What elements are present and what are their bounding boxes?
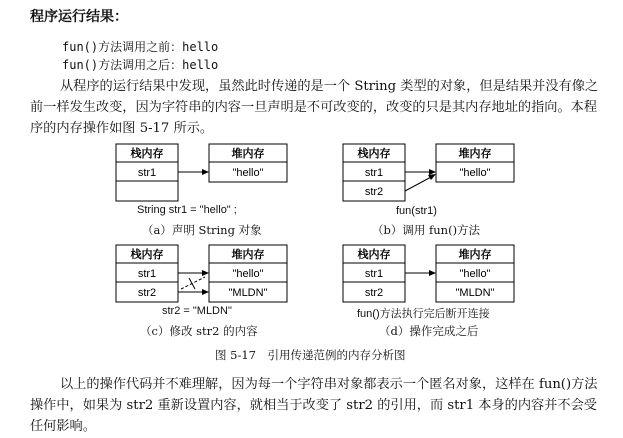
heap-header: 堆内存 (458, 148, 492, 160)
arrow-head (202, 169, 209, 175)
heap-cell: "hello" (232, 167, 264, 179)
heap-cell: "hello" (232, 268, 264, 280)
diagram-c-note: str2 = "MLDN" (162, 305, 232, 317)
stack-cell: str1 (137, 268, 157, 280)
arrow-head (428, 174, 436, 180)
paragraph-intro: 从程序的运行结果中发现，虽然此时传递的是一个 String 类型的对象，但是结果并没有像之前一样发生改变，因为字符串的内容一旦声明是不可改变的，改变的只是其内存地址的指向。本程序的内存操作如图 5-17 所示。 (30, 79, 599, 136)
stack-header: 栈内存 (130, 148, 164, 160)
diagram-d-caption: （d）操作完成之后 (379, 324, 479, 338)
stack-cell: str2 (137, 287, 157, 299)
stack-header: 栈内存 (357, 249, 391, 261)
diagram-b-note: fun(str1) (396, 205, 437, 217)
paragraph-explanation: 以上的操作代码并不难理解，因为每一个字符串对象都表示一个匿名对象，这样在 fun()方法操作中，如果为 str2 重新设置内容，就相当于改变了 str2 的引用，而 str1 本身的内容并不会受任何影响。 (30, 377, 598, 434)
broken-reference (181, 277, 205, 289)
diagram-d-note: fun()方法执行完后断开连接 (357, 308, 490, 320)
stack-cell: str1 (137, 167, 157, 179)
arrow-head (202, 289, 209, 295)
diagram-b (342, 143, 532, 203)
break-mark (189, 278, 195, 289)
heap-header: 堆内存 (458, 249, 492, 261)
stack-header: 栈内存 (130, 249, 164, 261)
heap-cell: "hello" (459, 268, 491, 280)
reference-arrow (405, 176, 433, 191)
output-line-2: fun()方法调用之后：hello (62, 58, 219, 72)
arrow-head (429, 270, 436, 276)
stack-cell: str1 (364, 167, 384, 179)
diagram-c (115, 244, 305, 304)
heap-cell: "MLDN" (455, 287, 495, 299)
stack-cell: str2 (364, 186, 384, 198)
arrow-head (202, 270, 209, 276)
heap-cell: "MLDN" (228, 287, 268, 299)
stack-cell: str1 (364, 268, 384, 280)
output-line-1: fun()方法调用之前：hello (62, 40, 219, 54)
diagram-b-caption: （b）调用 fun()方法 (372, 223, 481, 237)
section-heading: 程序运行结果： (30, 9, 128, 25)
stack-cell: str2 (364, 287, 384, 299)
diagram-a-note: String str1 = "hello" ; (137, 204, 237, 216)
figure-caption: 图 5-17 引用传递范例的内存分析图 (215, 348, 406, 362)
stack-header: 栈内存 (357, 148, 391, 160)
heap-header: 堆内存 (231, 148, 265, 160)
diagram-a-caption: （a）声明 String 对象 (142, 223, 262, 237)
diagram-d (342, 244, 532, 304)
diagram-c-caption: （c）修改 str2 的内容 (140, 324, 258, 338)
arrow-head (429, 169, 436, 175)
diagram-a (115, 143, 305, 203)
heap-header: 堆内存 (231, 249, 265, 261)
heap-cell: "hello" (459, 167, 491, 179)
